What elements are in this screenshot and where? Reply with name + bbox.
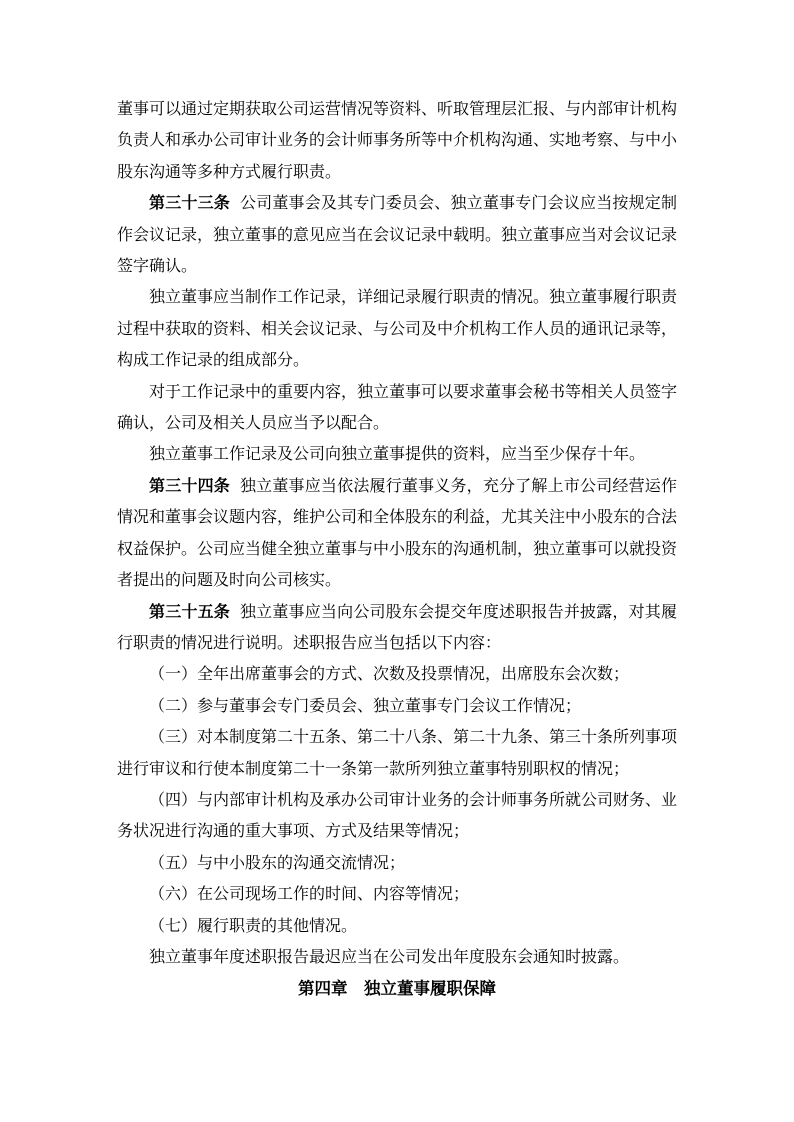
paragraph <box>117 439 677 470</box>
list-item-7 <box>117 911 677 942</box>
paragraph-article-34 <box>117 471 677 597</box>
paragraph-text: 独立董事应当制作工作记录，详细记录履行职责的情况。独立董事履行职责过程中获取的资料、相关会议记录、与公司及中介机构工作人员的通讯记录等，构成工作记录的组成部分。 <box>117 289 678 370</box>
paragraph-text: 独立董事应当依法履行董事义务，充分了解上市公司经营运作情况和董事会议题内容，维护公司和全体股东的利益，尤其关注中小股东的合法权益保护。公司应当健全独立董事与中小股东的沟通机制，独立董事可以就投资者提出的问题及时向公司核实。 <box>117 477 678 590</box>
paragraph-text: （四）与内部审计机构及承办公司审计业务的会计师事务所就公司财务、业务状况进行沟通的重大事项、方式及结果等情况； <box>117 791 678 841</box>
paragraph-text: 对于工作记录中的重要内容，独立董事可以要求董事会秘书等相关人员签字确认，公司及相关人员应当予以配合。 <box>117 383 678 433</box>
paragraph <box>117 377 677 440</box>
document-content <box>117 94 677 1005</box>
paragraph-text: （三）对本制度第二十五条、第二十八条、第二十九条、第三十条所列事项进行审议和行使本制度第二十一条第一款所列独立董事特别职权的情况； <box>117 729 678 778</box>
paragraph-text: （六）在公司现场工作的时间、内容等情况； <box>149 886 470 904</box>
paragraph-continuation <box>117 94 677 188</box>
list-item-1 <box>117 659 677 690</box>
paragraph-text: 独立董事年度述职报告最迟应当在公司发出年度股东会通知时披露。 <box>149 948 630 966</box>
list-item-4 <box>117 785 677 848</box>
paragraph-article-35 <box>117 597 677 660</box>
paragraph-article-33 <box>117 188 677 282</box>
paragraph-text: 董事可以通过定期获取公司运营情况等资料、听取管理层汇报、与内部审计机构负责人和承办公司审计业务的会计师事务所等中介机构沟通、实地考察、与中小股东沟通等多种方式履行职责。 <box>117 101 678 181</box>
list-item-3 <box>117 722 677 785</box>
paragraph-text: （二）参与董事会专门委员会、独立董事专门会议工作情况； <box>149 697 582 715</box>
paragraph <box>117 942 677 973</box>
paragraph-text: （五）与中小股东的沟通交流情况； <box>149 854 406 872</box>
paragraph-text: （一）全年出席董事会的方式、次数及投票情况，出席股东会次数； <box>149 666 630 684</box>
list-item-5 <box>117 848 677 879</box>
paragraph-text: 独立董事工作记录及公司向独立董事提供的资料，应当至少保存十年。 <box>149 446 646 464</box>
article-number: 第三十三条 <box>149 195 230 213</box>
chapter-heading: 第四章 独立董事履职保障 <box>298 979 496 999</box>
article-number: 第三十四条 <box>149 477 230 495</box>
paragraph-text: 公司董事会及其专门委员会、独立董事专门会议应当按规定制作会议记录，独立董事的意见应当在会议记录中载明。独立董事应当对会议记录签字确认。 <box>117 195 678 276</box>
paragraph <box>117 282 677 376</box>
list-item-2 <box>117 691 677 722</box>
paragraph-text: （七）履行职责的其他情况。 <box>149 917 358 935</box>
list-item-6 <box>117 879 677 910</box>
paragraph-text: 独立董事应当向公司股东会提交年度述职报告并披露，对其履行职责的情况进行说明。述职报告应当包括以下内容： <box>117 603 677 652</box>
article-number: 第三十五条 <box>149 603 230 621</box>
